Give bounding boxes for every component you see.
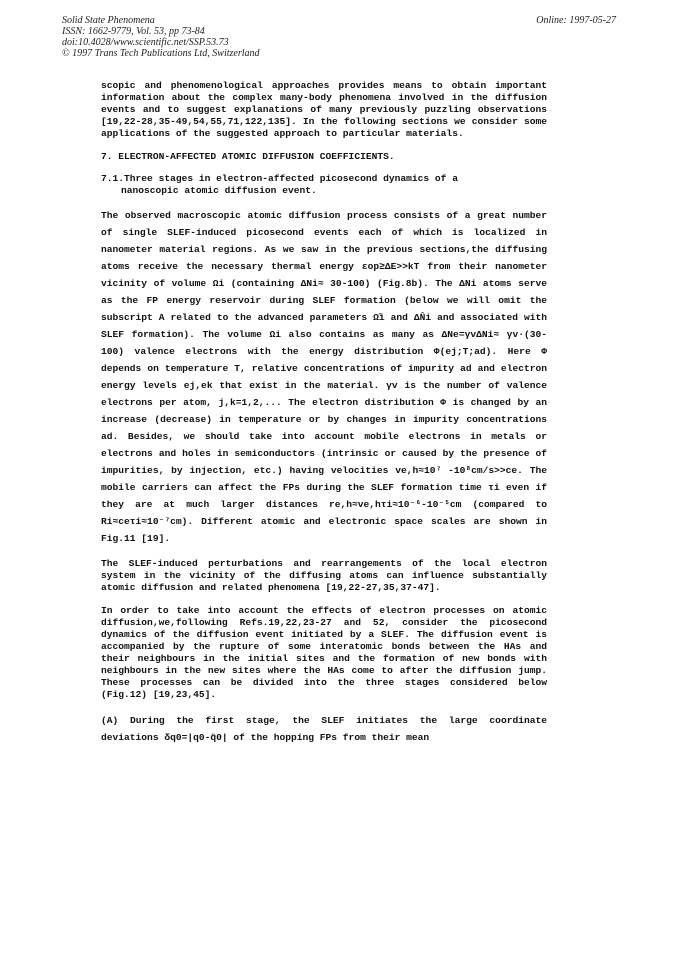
electron-processes-paragraph: In order to take into account the effects of electron processes on atomic diffusion,we,following Refs.19,22,23-27 and 52, consider the picosecond dynamics of the diffusion event initiated by a SLEF. The diffusion event is accompanied by the rupture of some interatomic bonds between the HAs and their neighbours in the initial sites and the formation of new bonds with neighbours in the new sites where the HAs come to after the diffusion jump. These processes can be divided into the three stages considered below (Fig.12) [19,23,45]. [101,605,547,700]
doi-line: doi:10.4028/www.scientific.net/SSP.53.73 [62,37,229,48]
journal-name: Solid State Phenomena [62,15,155,26]
subsection-heading-line-2: nanoscopic atomic diffusion event. [121,185,317,196]
intro-paragraph: scopic and phenomenological approaches provides means to obtain important information about the complex many-body phenomena involved in the diffusion events and to suggest explanations of many previously puzzling observations [19,22-28,35-49,54,55,71,122,135]. In the following sections we consider some applications of the suggested approach to particular materials. [101,80,547,139]
issn-line: ISSN: 1662-9779, Vol. 53, pp 73-84 [62,26,205,37]
section-heading: 7. ELECTRON-AFFECTED ATOMIC DIFFUSION COEFFICIENTS. [101,151,395,162]
journal-header [62,15,260,59]
copyright-line: © 1997 Trans Tech Publications Ltd, Switzerland [62,48,260,59]
subsection-heading-line-1: 7.1.Three stages in electron-affected picosecond dynamics of a [101,173,458,184]
subsection-heading [101,173,547,197]
observed-diffusion-paragraph: The observed macroscopic atomic diffusion process consists of a great number of single SLEF-induced picosecond events each of which is localized in nanometer material regions. As we saw in the previous sections,the diffusing atoms receive the necessary thermal energy εop≥ΔE>>kT from their nanometer vicinity of volume Ωi (containing ΔNi≈ 30-100) (Fig.8b). The ΔNi atoms serve as the FP energy reservoir during SLEF formation (below we will omit the subscript A related to the advanced parameters Ω̂i and ΔN̂i and associated with SLEF formation). The volume Ωi also contains as many as ΔNe=γvΔNi≈ γv·(30-100) valence electrons with the energy distribution Φ(ej;T;ad). Here Φ depends on temperature T, relative concentrations of impurity ad and electron energy levels ej,ek that exist in the material. γv is the number of valence electrons per atom, j,k=1,2,... The electron distribution Φ is changed by an increase (decrease) in temperature or by changes in impurity concentrations ad. Besides, we should take into account mobile electrons in metals or electrons and holes in semiconductors (intrinsic or caused by the presence of impurities, by injection, etc.) having velocities ve,h≈10⁷ -10⁸cm/s>>ce. The mobile carriers can affect the FPs during the SLEF formation time τi even if they are at much larger distances re,h≈ve,hτi≈10⁻⁶-10⁻⁵cm (compared to Ri≈ceτi≈10⁻⁷cm). Different atomic and electronic space scales are shown in Fig.11 [19]. [101,210,547,544]
stage-a-paragraph: (A) During the first stage, the SLEF initiates the large coordinate deviations δq0=|q0-q̄0| of the hopping FPs from their mean [101,715,547,743]
article-body [101,80,547,757]
online-date: Online: 1997-05-27 [536,15,616,26]
perturbations-paragraph: The SLEF-induced perturbations and rearrangements of the local electron system in the vicinity of the diffusing atoms can influence substantially atomic diffusion and related phenomena [19,22-27,35,37-47]. [101,558,547,593]
